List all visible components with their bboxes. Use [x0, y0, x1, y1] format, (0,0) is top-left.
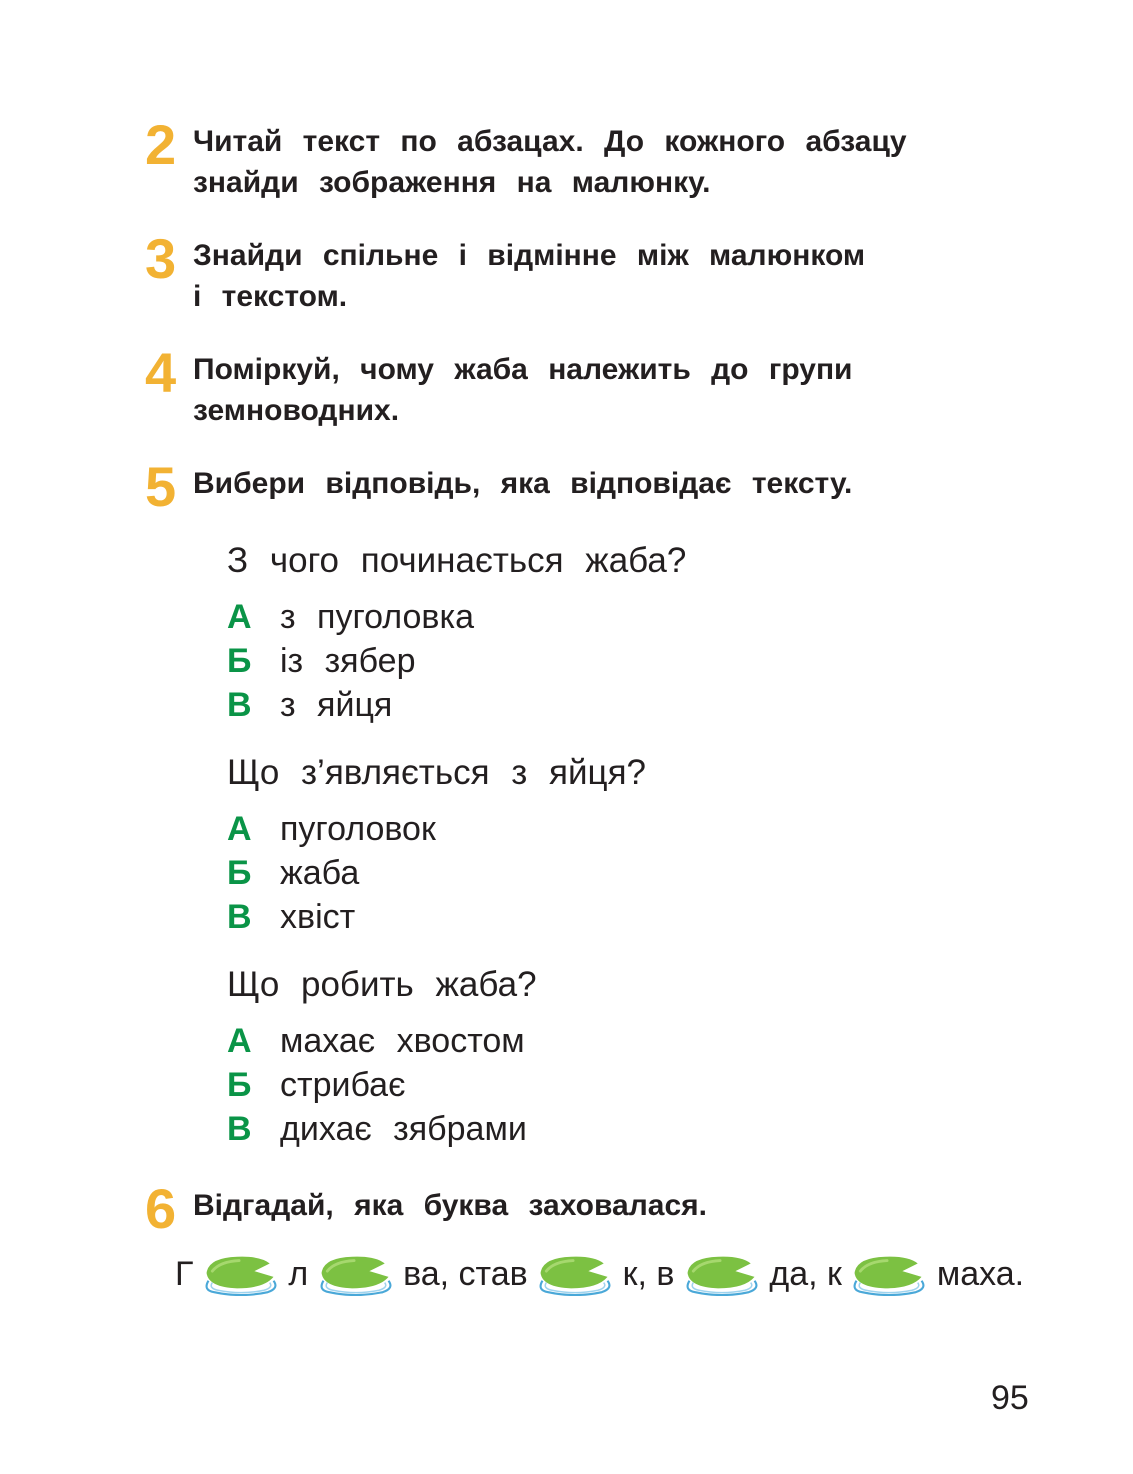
answer-option-c[interactable] [227, 685, 392, 725]
task-instruction [193, 349, 853, 431]
option-text: дихає зябрами [280, 1110, 527, 1148]
lily-pad-icon [200, 1252, 282, 1296]
option-letter: А [227, 810, 252, 848]
task-instruction [193, 121, 907, 203]
option-letter: В [227, 1110, 252, 1148]
task-instruction-line: і текстом. [193, 280, 348, 313]
task-number: 2 [145, 113, 177, 176]
option-letter: Б [227, 642, 252, 680]
lily-pad-icon [681, 1252, 763, 1296]
option-text: махає хвостом [280, 1022, 525, 1060]
option-text: пуголовок [280, 810, 436, 848]
option-text: жаба [280, 854, 360, 892]
riddle-fragment: да, к [769, 1255, 842, 1294]
option-letter: Б [227, 854, 252, 892]
task-number: 3 [145, 227, 177, 290]
option-letter: А [227, 598, 252, 636]
quiz-question: Що робить жаба? [227, 965, 537, 1004]
option-letter: В [227, 686, 252, 724]
answer-option-a[interactable] [227, 597, 474, 637]
riddle-fragment: маха. [936, 1255, 1025, 1294]
task-number: 4 [145, 341, 177, 404]
task-instruction-line: Поміркуй, чому жаба належить до групи [193, 353, 853, 386]
option-text: з пуголовка [280, 598, 474, 636]
option-text: з яйця [280, 686, 393, 724]
task-instruction-line: Відгадай, яка буква заховалася. [193, 1189, 707, 1222]
option-text: хвіст [280, 898, 356, 936]
lily-pad-icon [848, 1252, 930, 1296]
option-letter: В [227, 898, 252, 936]
task-instruction [193, 235, 865, 317]
task-instruction [193, 1185, 707, 1226]
answer-option-c[interactable] [227, 1109, 527, 1149]
page-number: 95 [991, 1379, 1029, 1417]
lily-pad-icon [315, 1252, 397, 1296]
task-instruction [193, 463, 852, 504]
quiz-question: Що з’являється з яйця? [227, 753, 646, 792]
task-instruction-line: знайди зображення на малюнку. [193, 166, 711, 199]
answer-option-b[interactable] [227, 1065, 405, 1105]
quiz-question: З чого починається жаба? [227, 541, 687, 580]
option-text: стрибає [280, 1066, 406, 1104]
option-letter: Б [227, 1066, 252, 1104]
option-letter: А [227, 1022, 252, 1060]
answer-option-b[interactable] [227, 853, 359, 893]
answer-option-a[interactable] [227, 809, 436, 849]
task-instruction-line: Знайди спільне і відмінне між малюнком [193, 239, 866, 272]
task-instruction-line: Читай текст по абзацах. До кожного абзацу [193, 125, 907, 158]
riddle-fragment: Г [175, 1255, 194, 1294]
task-instruction-line: Вибери відповідь, яка відповідає тексту. [193, 467, 853, 500]
task-number: 5 [145, 455, 177, 518]
task-number: 6 [145, 1177, 177, 1240]
answer-option-b[interactable] [227, 641, 416, 681]
lily-pad-icon [534, 1252, 616, 1296]
riddle-fragment: ва, став [403, 1255, 528, 1294]
task-instruction-line: земноводних. [193, 394, 400, 427]
riddle-line [175, 1251, 1024, 1296]
riddle-fragment: л [288, 1255, 309, 1294]
answer-option-c[interactable] [227, 897, 355, 937]
option-text: із зябер [280, 642, 416, 680]
riddle-fragment: к, в [622, 1255, 675, 1294]
answer-option-a[interactable] [227, 1021, 525, 1061]
